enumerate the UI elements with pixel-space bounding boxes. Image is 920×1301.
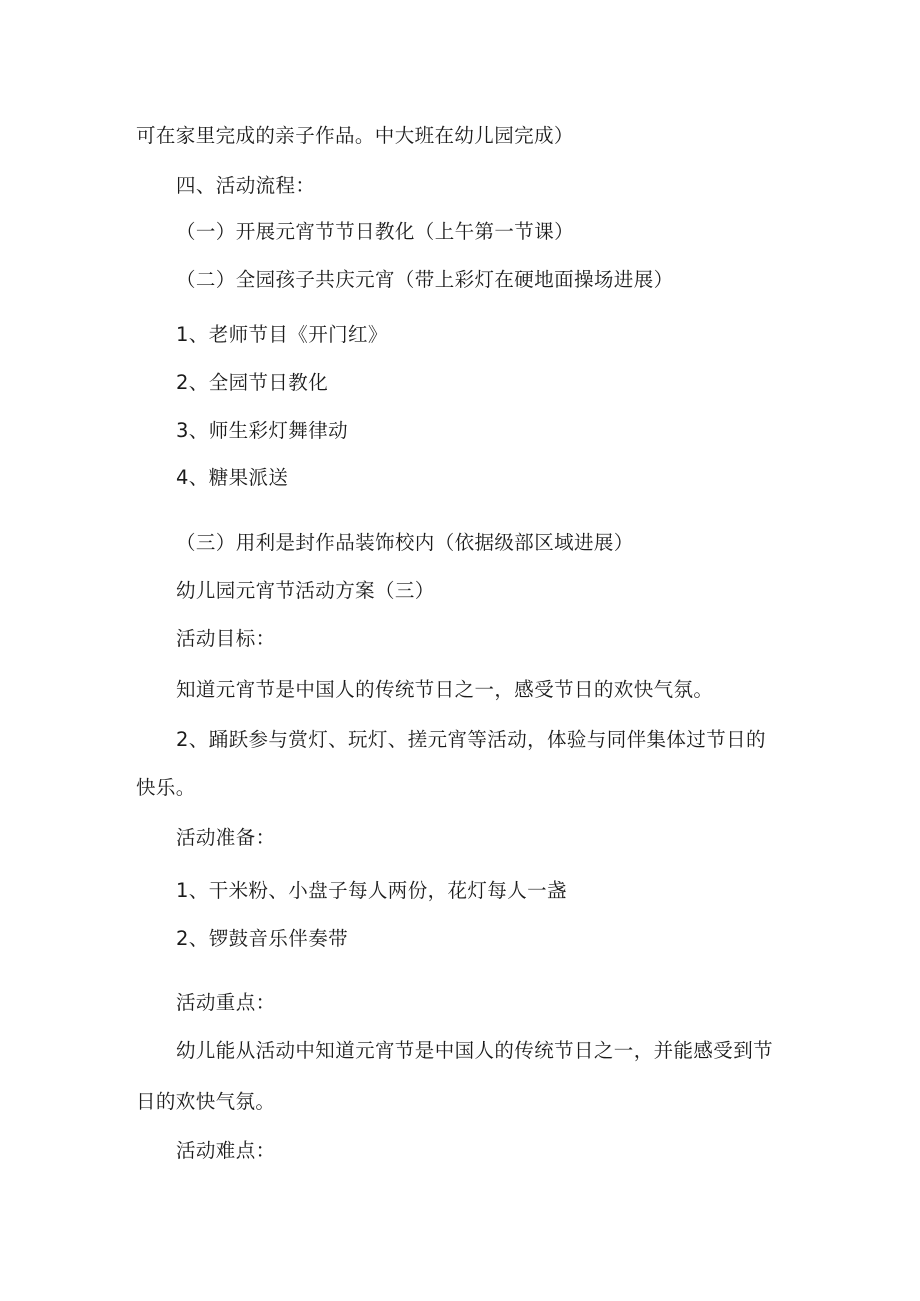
list-item: 4、糖果派送 bbox=[176, 466, 289, 489]
section-heading-preparation: 活动准备： bbox=[176, 826, 276, 849]
section-heading-activity-process: 四、活动流程： bbox=[176, 174, 316, 197]
paragraph-line: 幼儿能从活动中知道元宵节是中国人的传统节日之一，并能感受到节 bbox=[176, 1039, 774, 1062]
list-item: 1、老师节目《开门红》 bbox=[176, 323, 388, 346]
process-step-1: （一）开展元宵节节日教化（上午第一节课） bbox=[176, 220, 575, 243]
list-item: 2、全园节日教化 bbox=[176, 371, 329, 394]
process-step-3: （三）用利是封作品装饰校内（依据级部区域进展） bbox=[176, 531, 634, 554]
plan-title: 幼儿园元宵节活动方案（三） bbox=[176, 579, 435, 602]
paragraph-line: 可在家里完成的亲子作品。中大班在幼儿园完成） bbox=[136, 124, 574, 147]
section-heading-goals: 活动目标： bbox=[176, 627, 276, 650]
paragraph-line: 日的欢快气氛。 bbox=[136, 1090, 276, 1113]
section-heading-difficulties: 活动难点： bbox=[176, 1139, 276, 1162]
paragraph-line: 快乐。 bbox=[136, 776, 196, 799]
list-item: 1、干米粉、小盘子每人两份，花灯每人一盏 bbox=[176, 879, 567, 902]
list-item: 3、师生彩灯舞律动 bbox=[176, 419, 349, 442]
paragraph-line: 2、踊跃参与赏灯、玩灯、搓元宵等活动，体验与同伴集体过节日的 bbox=[176, 728, 766, 751]
process-step-2: （二）全园孩子共庆元宵（带上彩灯在硬地面操场进展） bbox=[176, 268, 674, 291]
section-heading-key-points: 活动重点： bbox=[176, 991, 276, 1014]
list-item: 2、锣鼓音乐伴奏带 bbox=[176, 927, 349, 950]
paragraph-line: 知道元宵节是中国人的传统节日之一，感受节日的欢快气氛。 bbox=[176, 678, 714, 701]
